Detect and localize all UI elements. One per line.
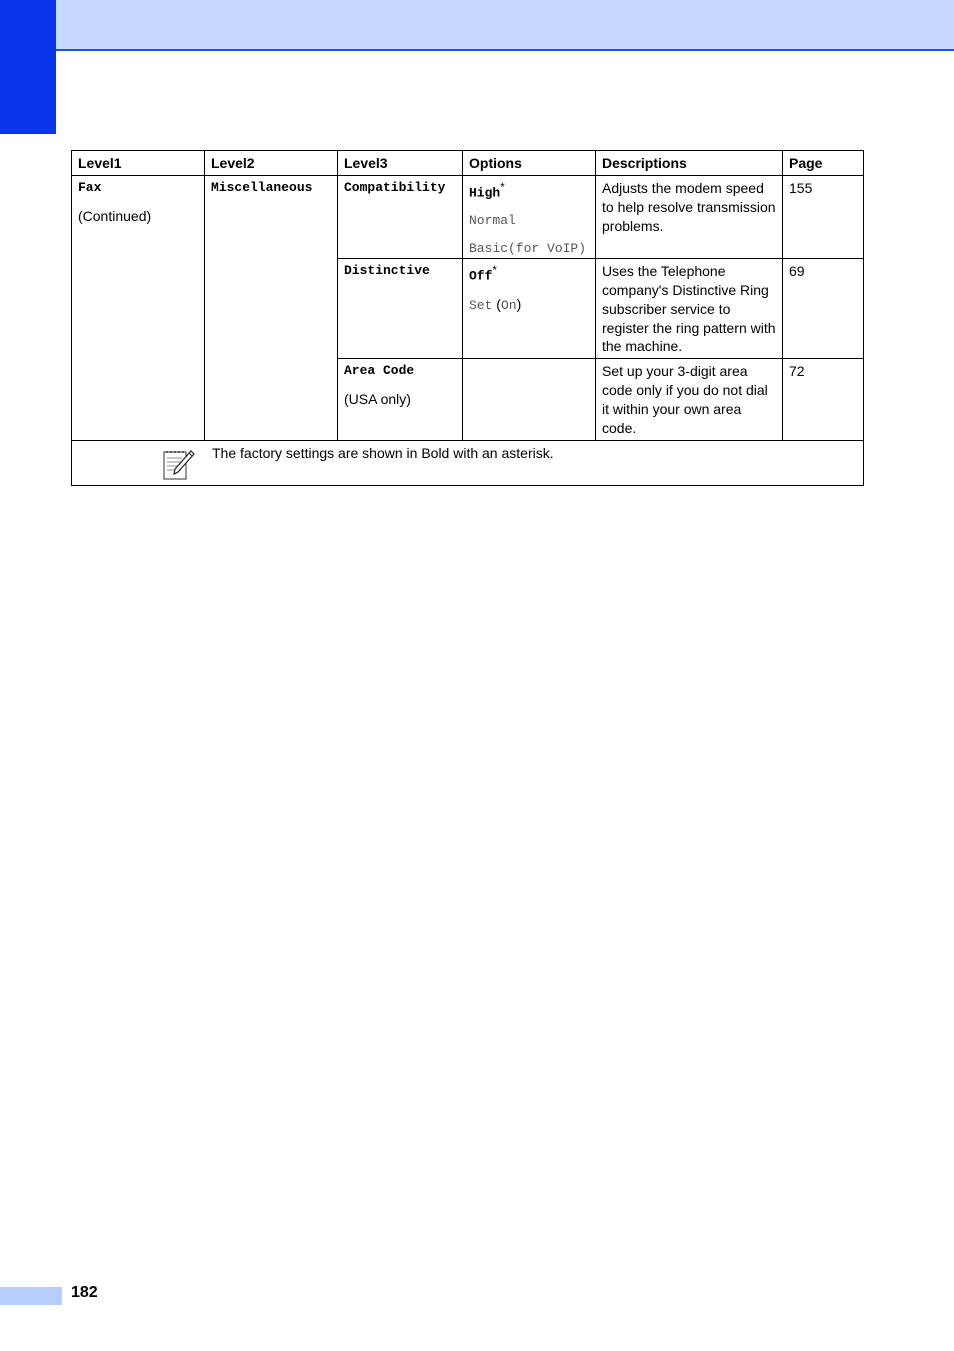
option-default: High* — [469, 181, 505, 201]
header-level1: Level1 — [72, 151, 205, 176]
header-options: Options — [463, 151, 596, 176]
header-band — [0, 0, 954, 51]
options-cell — [463, 359, 596, 441]
level3-name: Distinctive — [344, 263, 430, 279]
header-level2: Level2 — [205, 151, 338, 176]
options-cell — [463, 176, 596, 259]
options-cell — [463, 259, 596, 359]
level2-name: Miscellaneous — [211, 180, 313, 195]
note-text: The factory settings are shown in Bold with an asterisk. — [212, 445, 554, 462]
chapter-tab — [0, 0, 56, 134]
option-default: Off* — [469, 264, 497, 284]
level1-name: Fax — [78, 180, 102, 195]
header-descriptions: Descriptions — [596, 151, 783, 176]
page-cell: 69 — [783, 259, 864, 359]
header-level3: Level3 — [338, 151, 463, 176]
level3-name: Compatibility — [344, 180, 446, 195]
footer-band — [0, 1287, 62, 1305]
description-cell: Set up your 3-digit area code only if you do not dial it within your own area code. — [596, 359, 783, 441]
level1-note: (Continued) — [78, 207, 152, 224]
page-number: 182 — [71, 1284, 98, 1301]
level3-cell — [338, 259, 463, 359]
table-header-row — [72, 151, 864, 176]
page-cell: 72 — [783, 359, 864, 441]
option-item: Set (On) — [469, 296, 522, 314]
level3-cell — [338, 176, 463, 259]
note-row — [72, 441, 864, 486]
note-pencil-icon — [162, 448, 196, 482]
description-cell: Adjusts the modem speed to help resolve transmission problems. — [596, 176, 783, 259]
table-row — [72, 176, 864, 259]
option-item: Normal — [469, 213, 516, 229]
page-cell: 155 — [783, 176, 864, 259]
level3-cell — [338, 359, 463, 441]
header-page: Page — [783, 151, 864, 176]
level3-note: (USA only) — [344, 390, 411, 407]
menu-table — [71, 150, 864, 486]
level3-name: Area Code — [344, 363, 415, 379]
level2-cell — [205, 176, 338, 441]
level1-cell — [72, 176, 205, 441]
note-cell — [72, 441, 864, 486]
option-item: Basic(for VoIP) — [469, 240, 587, 256]
description-cell: Uses the Telephone company's Distinctive Ring subscriber service to register the ring pattern with the machine. — [596, 259, 783, 359]
